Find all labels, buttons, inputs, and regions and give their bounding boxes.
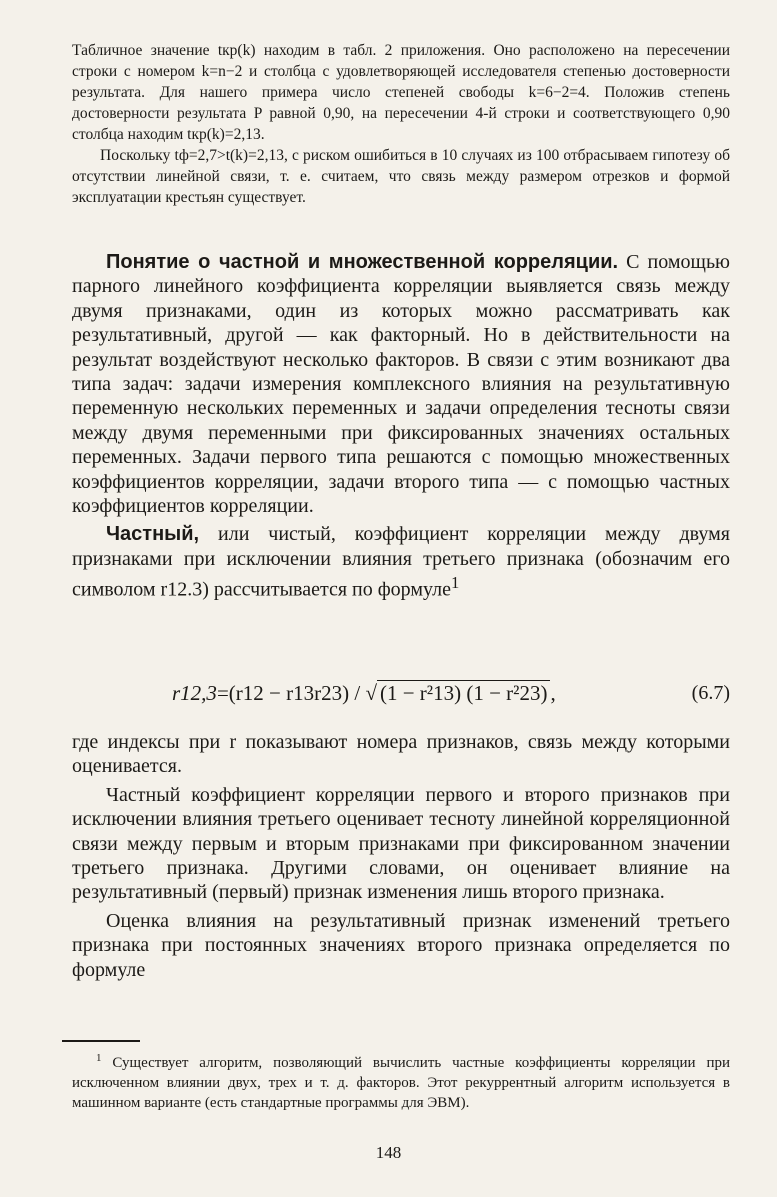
paragraph-table-value: Табличное значение tкр(k) находим в табл. 2 приложения. Оно расположено на пересечении строки с номером k=n−2 и столбца с удовлетворяющей исследователя степенью достоверности результата. Для нашего примера число степеней свободы k=6−2=4. Положив степень достоверности результата P равной 0,90, на пересечении 4-й строки и соответствующего 0,90 столбца находим tкр(k)=2,13. <box>72 42 730 143</box>
footnote-text <box>72 1048 730 1113</box>
section-heading: Понятие о частной и множественной корреляции. <box>106 251 619 273</box>
after-formula-text <box>72 730 730 986</box>
paragraph-partial-meaning: Частный коэффициент корреляции первого и второго признаков при исключении влияния третьего оценивает тесноту линейной корреляционной связи между первым и вторым признаками при фиксированном значении третьего признака. Другими словами, он оценивает влияние на результативный (первый) признак изменения лишь второго признака. <box>72 783 730 904</box>
paragraph-section-intro <box>72 250 730 518</box>
main-text <box>72 250 730 606</box>
term-partial: Частный, <box>106 523 200 546</box>
top-small-text <box>72 40 730 208</box>
formula-radicand: (1 − r²13) (1 − r²23) <box>377 680 551 706</box>
formula-6-7 <box>72 670 730 726</box>
paragraph-hypothesis: Поскольку tф=2,7>t(k)=2,13, с риском ошибиться в 10 случаях из 100 отбрасываем гипотезу об отсутствии линейной связи, т. е. считаем, что связь между размером отрезков и формой эксплуатации крестьян существует. <box>72 147 730 206</box>
paragraph-partial-definition <box>72 522 730 602</box>
paragraph-third-influence: Оценка влияния на результативный признак изменений третьего признака при постоянных значениях второго признака определяется по формуле <box>72 909 730 981</box>
partial-correlation-formula <box>172 680 556 706</box>
formula-number: (6.7) <box>691 682 730 704</box>
formula-lhs: r12,3 <box>172 681 217 705</box>
footnote-divider <box>62 1040 140 1042</box>
footnote <box>72 1048 730 1113</box>
footnote-mark: 1 <box>96 1052 102 1064</box>
page-number: 148 <box>375 1143 402 1162</box>
footnote-reference[interactable]: 1 <box>451 573 460 593</box>
formula-numerator: =(r12 − r13r23) / <box>216 681 366 705</box>
section-intro-text: С помощью парного линейного коэффициента корреляции выявляется связь между двумя признаками, один из которых можно рассматривать как результативный, другой — как факторный. Но в действительности на результат воздействуют несколько факторов. В связи с этим возникают два типа задач: задачи измерения комплексного влияния на результативную переменную нескольких переменных и задачи определения тесноты связи между двумя переменными при фиксированных значениях остальных переменных. Задачи первого типа решаются с помощью множественных коэффициентов корреляции, задачи второго типа — с помощью частных коэффициентов корреляции. <box>72 251 730 518</box>
sqrt-icon: √ <box>365 681 377 705</box>
footnote-body: Существует алгоритм, позволяющий вычислить частные коэффициенты корреляции при исключенном влиянии двух, трех и т. д. факторов. Этот рекуррентный алгоритм используется в машинном варианте (есть стандартные программы для ЭВМ). <box>72 1055 730 1111</box>
paragraph-indices: где индексы при r показывают номера признаков, связь между которыми оценивается. <box>72 731 730 778</box>
partial-definition-text: или чистый, коэффициент корреляции между двумя признаками при исключении влияния третьего признака (обозначим его символом r12.3) рассчитывается по формуле <box>72 523 730 601</box>
formula-tail: , <box>550 681 556 705</box>
